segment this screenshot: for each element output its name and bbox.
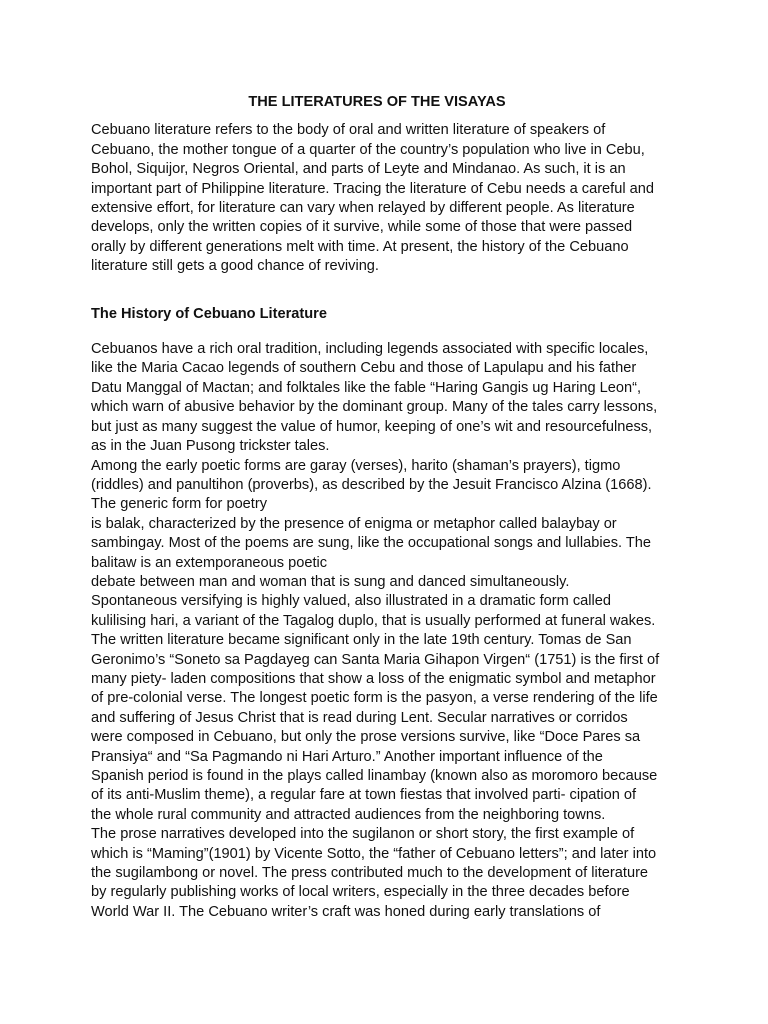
section-heading: The History of Cebuano Literature (91, 305, 327, 322)
text-line: as in the Juan Pusong trickster tales. (91, 438, 330, 455)
text-line: the whole rural community and attracted audiences from the neighboring towns. (91, 806, 606, 823)
document-title: THE LITERATURES OF THE VISAYAS (248, 94, 506, 110)
intro-paragraph (91, 121, 681, 276)
text-line: Spontaneous versifying is highly valued, also illustrated in a dramatic form called (91, 593, 611, 610)
text-line: debate between man and woman that is sung and danced simultaneously. (91, 573, 570, 590)
text-line: Geronimo’s “Soneto sa Pagdayeg can Santa Maria Gihapon Virgen“ (1751) is the first of (91, 651, 660, 668)
text-line: orally by different generations melt with time. At present, the history of the Cebuano (91, 238, 629, 255)
text-line: Datu Manggal of Mactan; and folktales like the fable “Haring Gangis ug Haring Leon“, (91, 379, 642, 396)
text-line: and suffering of Jesus Christ that is read during Lent. Secular narratives or corridos (91, 709, 628, 726)
text-line: literature still gets a good chance of reviving. (91, 258, 379, 275)
text-line: Cebuanos have a rich oral tradition, including legends associated with specific locales, (91, 341, 649, 358)
text-line: The prose narratives developed into the sugilanon or short story, the first example of (91, 826, 635, 843)
text-line: is balak, characterized by the presence of enigma or metaphor called balaybay or (91, 515, 617, 532)
text-line: but just as many suggest the value of humor, keeping of one’s wit and resourcefulness, (91, 418, 653, 435)
text-line: balitaw is an extemporaneous poetic (91, 554, 328, 571)
text-line: World War II. The Cebuano writer’s craft was honed during early translations of (91, 903, 601, 920)
text-line: The written literature became significant only in the late 19th century. Tomas de San (91, 632, 632, 649)
text-line: (riddles) and panultihon (proverbs), as described by the Jesuit Francisco Alzina (1668). (91, 476, 652, 493)
text-line: Spanish period is found in the plays called linambay (known also as moromoro because (91, 768, 658, 784)
text-line: Cebuano, the mother tongue of a quarter of the country’s population who live in Cebu, (91, 141, 645, 158)
document-page (91, 0, 681, 922)
text-line: by regularly publishing works of local writers, especially in the three decades before (91, 884, 630, 901)
text-line: which is “Maming”(1901) by Vicente Sotto, the “father of Cebuano letters”; and later into (91, 845, 657, 862)
text-line: Cebuano literature refers to the body of oral and written literature of speakers of (91, 122, 606, 139)
text-line: sambingay. Most of the poems are sung, like the occupational songs and lullabies. The (91, 535, 652, 552)
text-line: were composed in Cebuano, but only the prose versions survive, like “Doce Pares sa (91, 729, 641, 746)
text-line: like the Maria Cacao legends of southern Cebu and those of Lapulapu and his father (91, 360, 637, 377)
text-line: of pre-colonial verse. The longest poetic form is the pasyon, a verse rendering of the life (91, 690, 658, 707)
text-line: kulilising hari, a variant of the Tagalog duplo, that is usually performed at funeral wakes. (91, 612, 656, 629)
text-line: Among the early poetic forms are garay (verses), harito (shaman’s prayers), tigmo (91, 457, 621, 474)
text-line: important part of Philippine literature. Tracing the literature of Cebu needs a careful and (91, 180, 654, 197)
text-line: develops, only the written copies of it survive, while some of those that were passed (91, 219, 633, 236)
text-line: of its anti-Muslim theme), a regular fare at town fiestas that involved parti- cipation of (91, 787, 637, 804)
section-body (91, 340, 681, 922)
text-line: which warn of abusive behavior by the dominant group. Many of the tales carry lessons, (91, 399, 658, 416)
text-line: Bohol, Siquijor, Negros Oriental, and parts of Leyte and Mindanao. As such, it is an (91, 161, 626, 178)
text-line: The generic form for poetry (91, 496, 268, 513)
text-line: the sugilambong or novel. The press contributed much to the development of literature (91, 865, 649, 882)
text-line: extensive effort, for literature can vary when relayed by different people. As literature (91, 200, 635, 217)
text-line: Pransiya“ and “Sa Pagmando ni Hari Arturo.” Another important influence of the (91, 748, 603, 765)
text-line: many piety- laden compositions that show a loss of the enigmatic symbol and metaphor (91, 670, 656, 687)
